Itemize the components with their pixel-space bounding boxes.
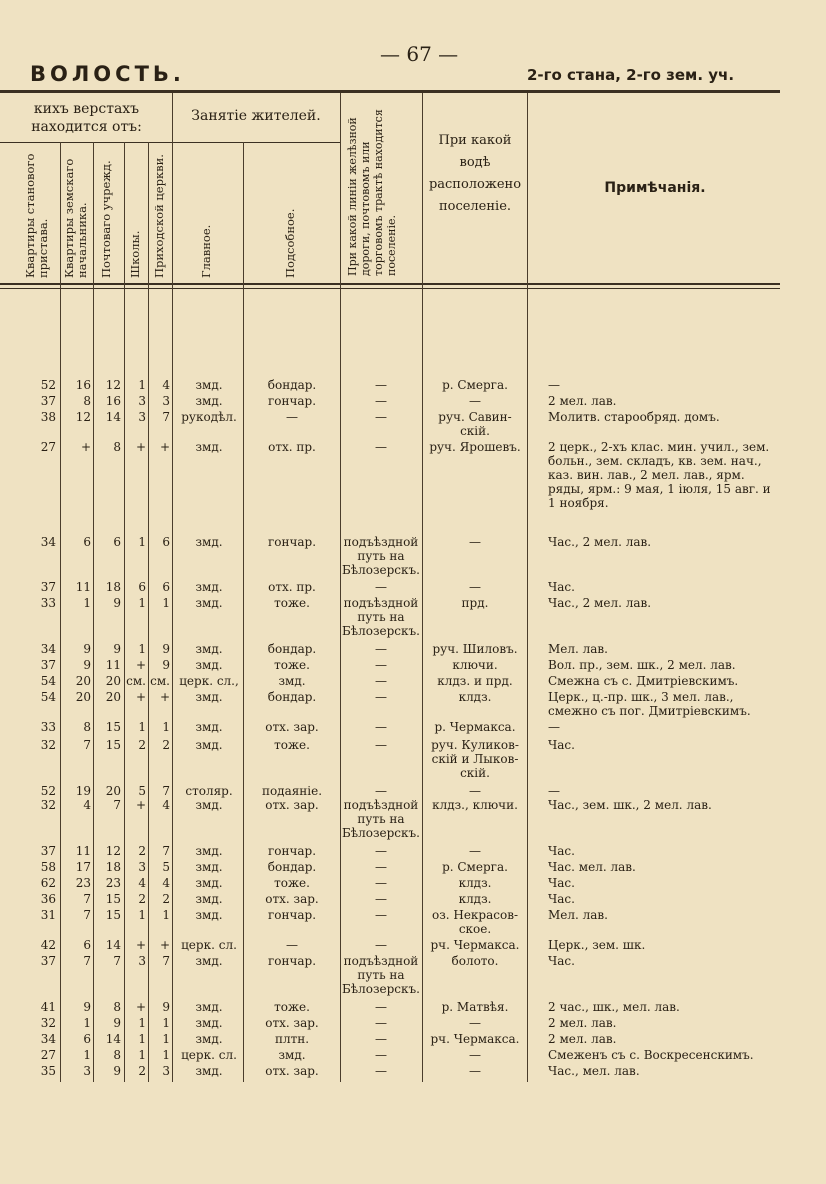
header-zemsky: Квартиры земскаго начальника. <box>62 158 89 278</box>
main-occupation: змд. <box>195 860 223 874</box>
main-occupation: змд. <box>195 394 223 408</box>
water-cell: болото. <box>451 954 499 968</box>
notes-cell: Час., мел. лав. <box>548 1064 640 1078</box>
road-cell: подъѣздной путь на Бѣлозерскъ. <box>342 535 420 577</box>
school-distance: + <box>135 798 146 812</box>
notes-cell: 2 церк., 2-хъ клас. мин. учил., зем. больн., зем. складъ, кв. зем. нач., каз. вин. лав., 2 мел. лав., ярм. ряды, ярм.: 9 мая, 1 іюля, 15 авг. и 1 ноября. <box>548 440 771 510</box>
header-postal: Почтоваго учрежд. <box>99 160 113 278</box>
notes-cell: Час., 2 мел. лав. <box>548 596 652 610</box>
water-cell: клдз. и прд. <box>437 674 513 688</box>
school-distance: 1 <box>138 1048 146 1062</box>
road-cell: — <box>375 784 387 798</box>
main-occupation: змд. <box>195 596 223 610</box>
school-distance: + <box>135 938 146 952</box>
zemsky-distance: 1 <box>83 1016 91 1030</box>
postal-distance: 9 <box>113 642 121 656</box>
notes-cell: — <box>548 720 560 734</box>
school-distance: см. <box>126 674 146 688</box>
main-occupation: змд. <box>195 892 223 906</box>
main-occupation: змд. <box>195 690 223 704</box>
zemsky-distance: 8 <box>83 720 91 734</box>
aux-occupation: гончар. <box>267 394 317 408</box>
water-cell: клдз., ключи. <box>432 798 518 812</box>
church-distance: 1 <box>162 1016 170 1030</box>
main-occupation: церк. сл. <box>181 938 237 952</box>
postal-distance: 20 <box>105 784 121 798</box>
road-cell: — <box>375 674 387 688</box>
stanovoy-distance: 37 <box>40 580 56 594</box>
church-distance: 4 <box>162 798 170 812</box>
main-occupation: змд. <box>195 876 223 890</box>
postal-distance: 7 <box>113 954 121 968</box>
postal-distance: 18 <box>105 860 121 874</box>
church-distance: 4 <box>162 378 170 392</box>
stanovoy-distance: 36 <box>40 892 56 906</box>
page-subtitle: 2-го стана, 2-го зем. уч. <box>527 66 735 84</box>
school-distance: 1 <box>138 908 146 922</box>
road-cell: — <box>375 378 387 392</box>
stanovoy-distance: 27 <box>40 440 56 454</box>
stanovoy-distance: 37 <box>40 954 56 968</box>
stanovoy-distance: 37 <box>40 394 56 408</box>
church-distance: 1 <box>162 1032 170 1046</box>
road-cell: — <box>375 1048 387 1062</box>
main-occupation: церк. сл., <box>179 674 239 688</box>
aux-occupation: тоже. <box>274 658 310 672</box>
zemsky-distance: 16 <box>75 378 91 392</box>
zemsky-distance: 7 <box>83 954 91 968</box>
notes-cell: Час. <box>548 954 575 968</box>
main-occupation: змд. <box>195 1000 223 1014</box>
header-stanovoy: Квартиры станового пристава. <box>23 153 50 278</box>
main-occupation: змд. <box>195 738 223 752</box>
water-cell: руч. Куликов-скій и Лыков-скій. <box>431 738 519 780</box>
road-cell: — <box>375 642 387 656</box>
water-cell: клдз. <box>458 876 492 890</box>
main-occupation: змд. <box>195 642 223 656</box>
aux-occupation: гончар. <box>267 908 317 922</box>
zemsky-distance: 20 <box>75 674 91 688</box>
notes-cell: Час. <box>548 738 575 752</box>
aux-occupation: бондар. <box>267 860 317 874</box>
postal-distance: 18 <box>105 580 121 594</box>
stanovoy-distance: 33 <box>40 596 56 610</box>
water-cell: клдз. <box>458 892 492 906</box>
zemsky-distance: 20 <box>75 690 91 704</box>
school-distance: 1 <box>138 1016 146 1030</box>
school-distance: 3 <box>138 954 146 968</box>
header-notes: Примѣчанія. <box>604 180 706 196</box>
church-distance: 6 <box>162 580 170 594</box>
header-water: При какой водѣ расположено поселеніе. <box>428 133 522 214</box>
aux-occupation: тоже. <box>274 1000 310 1014</box>
church-distance: 7 <box>162 410 170 424</box>
school-distance: 3 <box>138 410 146 424</box>
postal-distance: 14 <box>105 410 121 424</box>
zemsky-distance: 6 <box>83 1032 91 1046</box>
notes-cell: Час. <box>548 580 575 594</box>
main-occupation: змд. <box>195 1032 223 1046</box>
water-cell: руч. Ярошевъ. <box>429 440 521 454</box>
main-occupation: змд. <box>195 580 223 594</box>
aux-occupation: бондар. <box>267 690 317 704</box>
aux-occupation: отх. зар. <box>265 798 319 812</box>
postal-distance: 15 <box>105 908 121 922</box>
notes-cell: Смежна съ с. Дмитріевскимъ. <box>548 674 739 688</box>
aux-occupation: отх. зар. <box>265 892 319 906</box>
postal-distance: 15 <box>105 892 121 906</box>
aux-occupation: отх. пр. <box>268 580 316 594</box>
aux-occupation: отх. зар. <box>265 1064 319 1078</box>
water-cell: оз. Некрасов-ское. <box>431 908 519 936</box>
aux-occupation: тоже. <box>274 876 310 890</box>
aux-occupation: тоже. <box>274 738 310 752</box>
church-distance: + <box>159 440 170 454</box>
postal-distance: 9 <box>113 596 121 610</box>
postal-distance: 7 <box>113 798 121 812</box>
postal-distance: 8 <box>113 1000 121 1014</box>
main-occupation: рукодѣл. <box>181 410 237 424</box>
postal-distance: 6 <box>113 535 121 549</box>
stanovoy-distance: 32 <box>40 1016 56 1030</box>
church-distance: 6 <box>162 535 170 549</box>
aux-occupation: тоже. <box>274 596 310 610</box>
postal-distance: 15 <box>105 720 121 734</box>
postal-distance: 14 <box>105 938 121 952</box>
church-distance: 5 <box>162 860 170 874</box>
notes-cell: 2 мел. лав. <box>548 1016 617 1030</box>
main-occupation: змд. <box>195 798 223 812</box>
main-occupation: змд. <box>195 720 223 734</box>
school-distance: 1 <box>138 642 146 656</box>
zemsky-distance: 8 <box>83 394 91 408</box>
stanovoy-distance: 34 <box>40 535 56 549</box>
postal-distance: 9 <box>113 1016 121 1030</box>
water-cell: р. Смерга. <box>442 860 508 874</box>
road-cell: — <box>375 908 387 922</box>
road-cell: — <box>375 892 387 906</box>
aux-occupation: отх. зар. <box>265 720 319 734</box>
water-cell: — <box>469 535 481 549</box>
water-cell: р. Чермакса. <box>434 720 516 734</box>
water-cell: рч. Чермакса. <box>430 938 520 952</box>
water-cell: — <box>469 1016 481 1030</box>
school-distance: 4 <box>138 876 146 890</box>
main-occupation: змд. <box>195 908 223 922</box>
aux-occupation: змд. <box>278 674 306 688</box>
water-cell: ключи. <box>452 658 498 672</box>
road-cell: подъѣздной путь на Бѣлозерскъ. <box>342 798 420 840</box>
church-distance: 1 <box>162 908 170 922</box>
notes-cell: Час., 2 мел. лав. <box>548 535 652 549</box>
notes-cell: Час., зем. шк., 2 мел. лав. <box>548 798 712 812</box>
zemsky-distance: 19 <box>75 784 91 798</box>
stanovoy-distance: 32 <box>40 798 56 812</box>
school-distance: 5 <box>138 784 146 798</box>
stanovoy-distance: 42 <box>40 938 56 952</box>
church-distance: 7 <box>162 844 170 858</box>
main-occupation: змд. <box>195 378 223 392</box>
header-church: Приходской церкви. <box>152 154 166 278</box>
header-main: Главное. <box>199 224 213 278</box>
aux-occupation: отх. пр. <box>268 440 316 454</box>
notes-cell: Церк., ц.-пр. шк., 3 мел. лав., смежно съ пог. Дмитріевскимъ. <box>548 690 751 718</box>
page-title: ВОЛОСТЬ. <box>30 62 185 86</box>
school-distance: 1 <box>138 720 146 734</box>
road-cell: — <box>375 1032 387 1046</box>
road-cell: — <box>375 844 387 858</box>
postal-distance: 23 <box>105 876 121 890</box>
water-cell: клдз. <box>458 690 492 704</box>
postal-distance: 9 <box>113 1064 121 1078</box>
notes-cell: — <box>548 784 560 798</box>
church-distance: 1 <box>162 1048 170 1062</box>
school-distance: 1 <box>138 596 146 610</box>
road-cell: — <box>375 1016 387 1030</box>
church-distance: 4 <box>162 876 170 890</box>
school-distance: 2 <box>138 738 146 752</box>
notes-cell: Молитв. старообряд. домъ. <box>548 410 720 424</box>
zemsky-distance: 7 <box>83 908 91 922</box>
stanovoy-distance: 35 <box>40 1064 56 1078</box>
zemsky-distance: 11 <box>75 844 91 858</box>
church-distance: 9 <box>162 642 170 656</box>
water-cell: р. Матвѣя. <box>441 1000 509 1014</box>
zemsky-distance: 12 <box>75 410 91 424</box>
road-cell: — <box>375 658 387 672</box>
church-distance: + <box>159 690 170 704</box>
stanovoy-distance: 54 <box>40 690 56 704</box>
notes-cell: Час. <box>548 876 575 890</box>
road-cell: — <box>375 394 387 408</box>
road-cell: — <box>375 580 387 594</box>
aux-occupation: отх. зар. <box>265 1016 319 1030</box>
aux-occupation: бондар. <box>267 642 317 656</box>
road-cell: подъѣздной путь на Бѣлозерскъ. <box>342 596 420 638</box>
aux-occupation: — <box>286 938 298 952</box>
stanovoy-distance: 41 <box>40 1000 56 1014</box>
notes-cell: 2 час., шк., мел. лав. <box>548 1000 680 1014</box>
zemsky-distance: 9 <box>83 658 91 672</box>
zemsky-distance: 9 <box>83 642 91 656</box>
postal-distance: 12 <box>105 378 121 392</box>
zemsky-distance: 9 <box>83 1000 91 1014</box>
school-distance: + <box>135 690 146 704</box>
stanovoy-distance: 34 <box>40 1032 56 1046</box>
water-cell: — <box>469 1064 481 1078</box>
main-occupation: змд. <box>195 954 223 968</box>
page-number: — 67 — <box>380 42 459 66</box>
header-railway: При какой линіи желѣзной дороги, почтовомъ или торговомъ трактѣ находится поселеніе. <box>346 109 398 276</box>
main-occupation: церк. сл. <box>181 1048 237 1062</box>
zemsky-distance: 17 <box>75 860 91 874</box>
stanovoy-distance: 27 <box>40 1048 56 1062</box>
church-distance: + <box>159 938 170 952</box>
notes-cell: Час. мел. лав. <box>548 860 636 874</box>
stanovoy-distance: 52 <box>40 378 56 392</box>
church-distance: 3 <box>162 1064 170 1078</box>
notes-cell: Церк., зем. шк. <box>548 938 646 952</box>
school-distance: + <box>135 1000 146 1014</box>
notes-cell: Мел. лав. <box>548 642 608 656</box>
zemsky-distance: 1 <box>83 1048 91 1062</box>
header-schools: Школы. <box>128 230 142 278</box>
main-occupation: змд. <box>195 844 223 858</box>
notes-cell: Час. <box>548 892 575 906</box>
water-cell: рч. Чермакса. <box>430 1032 520 1046</box>
road-cell: — <box>375 876 387 890</box>
water-cell: — <box>469 844 481 858</box>
aux-occupation: гончар. <box>267 954 317 968</box>
school-distance: 6 <box>138 580 146 594</box>
road-cell: — <box>375 690 387 704</box>
road-cell: — <box>375 738 387 752</box>
postal-distance: 11 <box>105 658 121 672</box>
aux-occupation: — <box>286 410 298 424</box>
school-distance: 2 <box>138 892 146 906</box>
church-distance: 7 <box>162 954 170 968</box>
notes-cell: 2 мел. лав. <box>548 1032 617 1046</box>
notes-cell: Вол. пр., зем. шк., 2 мел. лав. <box>548 658 736 672</box>
notes-cell: Смеженъ съ с. Воскресенскимъ. <box>548 1048 754 1062</box>
postal-distance: 15 <box>105 738 121 752</box>
aux-occupation: подаяніе. <box>261 784 323 798</box>
stanovoy-distance: 58 <box>40 860 56 874</box>
water-cell: — <box>469 580 481 594</box>
road-cell: — <box>375 1064 387 1078</box>
aux-occupation: гончар. <box>267 844 317 858</box>
stanovoy-distance: 32 <box>40 738 56 752</box>
aux-occupation: бондар. <box>267 378 317 392</box>
zemsky-distance: 4 <box>83 798 91 812</box>
church-distance: 2 <box>162 738 170 752</box>
aux-occupation: гончар. <box>267 535 317 549</box>
notes-cell: Мел. лав. <box>548 908 608 922</box>
church-distance: 3 <box>162 394 170 408</box>
distance-group-header: кихъ верстахъ находится отъ: <box>31 101 142 135</box>
church-distance: 1 <box>162 596 170 610</box>
water-cell: — <box>469 394 481 408</box>
stanovoy-distance: 37 <box>40 844 56 858</box>
header-aux: Подсобное. <box>283 208 297 278</box>
stanovoy-distance: 38 <box>40 410 56 424</box>
postal-distance: 20 <box>105 674 121 688</box>
zemsky-distance: + <box>80 440 91 454</box>
main-occupation: змд. <box>195 535 223 549</box>
road-cell: — <box>375 1000 387 1014</box>
main-occupation: змд. <box>195 440 223 454</box>
water-cell: — <box>469 784 481 798</box>
water-cell: прд. <box>461 596 489 610</box>
zemsky-distance: 11 <box>75 580 91 594</box>
water-cell: — <box>469 1048 481 1062</box>
church-distance: 9 <box>162 658 170 672</box>
road-cell: — <box>375 440 387 454</box>
postal-distance: 12 <box>105 844 121 858</box>
water-cell: руч. Шиловъ. <box>432 642 518 656</box>
stanovoy-distance: 62 <box>40 876 56 890</box>
occupation-group-header: Занятіе жителей. <box>191 108 321 124</box>
zemsky-distance: 1 <box>83 596 91 610</box>
school-distance: 1 <box>138 535 146 549</box>
water-cell: руч. Савин-скій. <box>438 410 512 438</box>
school-distance: 1 <box>138 378 146 392</box>
stanovoy-distance: 52 <box>40 784 56 798</box>
water-cell: р. Смерга. <box>442 378 508 392</box>
school-distance: 3 <box>138 860 146 874</box>
zemsky-distance: 7 <box>83 892 91 906</box>
church-distance: 1 <box>162 720 170 734</box>
school-distance: 3 <box>138 394 146 408</box>
school-distance: + <box>135 440 146 454</box>
notes-cell: 2 мел. лав. <box>548 394 617 408</box>
church-distance: 2 <box>162 892 170 906</box>
church-distance: 7 <box>162 784 170 798</box>
aux-occupation: плтн. <box>274 1032 310 1046</box>
postal-distance: 16 <box>105 394 121 408</box>
postal-distance: 8 <box>113 1048 121 1062</box>
school-distance: + <box>135 658 146 672</box>
stanovoy-distance: 34 <box>40 642 56 656</box>
main-occupation: змд. <box>195 1064 223 1078</box>
road-cell: — <box>375 410 387 424</box>
church-distance: см. <box>150 674 170 688</box>
notes-cell: Час. <box>548 844 575 858</box>
school-distance: 2 <box>138 844 146 858</box>
school-distance: 1 <box>138 1032 146 1046</box>
zemsky-distance: 7 <box>83 738 91 752</box>
main-occupation: столяр. <box>185 784 233 798</box>
stanovoy-distance: 33 <box>40 720 56 734</box>
church-distance: 9 <box>162 1000 170 1014</box>
road-cell: — <box>375 860 387 874</box>
zemsky-distance: 6 <box>83 535 91 549</box>
road-cell: — <box>375 938 387 952</box>
road-cell: — <box>375 720 387 734</box>
stanovoy-distance: 54 <box>40 674 56 688</box>
school-distance: 2 <box>138 1064 146 1078</box>
zemsky-distance: 6 <box>83 938 91 952</box>
stanovoy-distance: 37 <box>40 658 56 672</box>
road-cell: подъѣздной путь на Бѣлозерскъ. <box>342 954 420 996</box>
aux-occupation: змд. <box>278 1048 306 1062</box>
main-occupation: змд. <box>195 658 223 672</box>
stanovoy-distance: 31 <box>40 908 56 922</box>
notes-cell: — <box>548 378 560 392</box>
postal-distance: 8 <box>113 440 121 454</box>
zemsky-distance: 3 <box>83 1064 91 1078</box>
postal-distance: 20 <box>105 690 121 704</box>
main-occupation: змд. <box>195 1016 223 1030</box>
postal-distance: 14 <box>105 1032 121 1046</box>
zemsky-distance: 23 <box>75 876 91 890</box>
